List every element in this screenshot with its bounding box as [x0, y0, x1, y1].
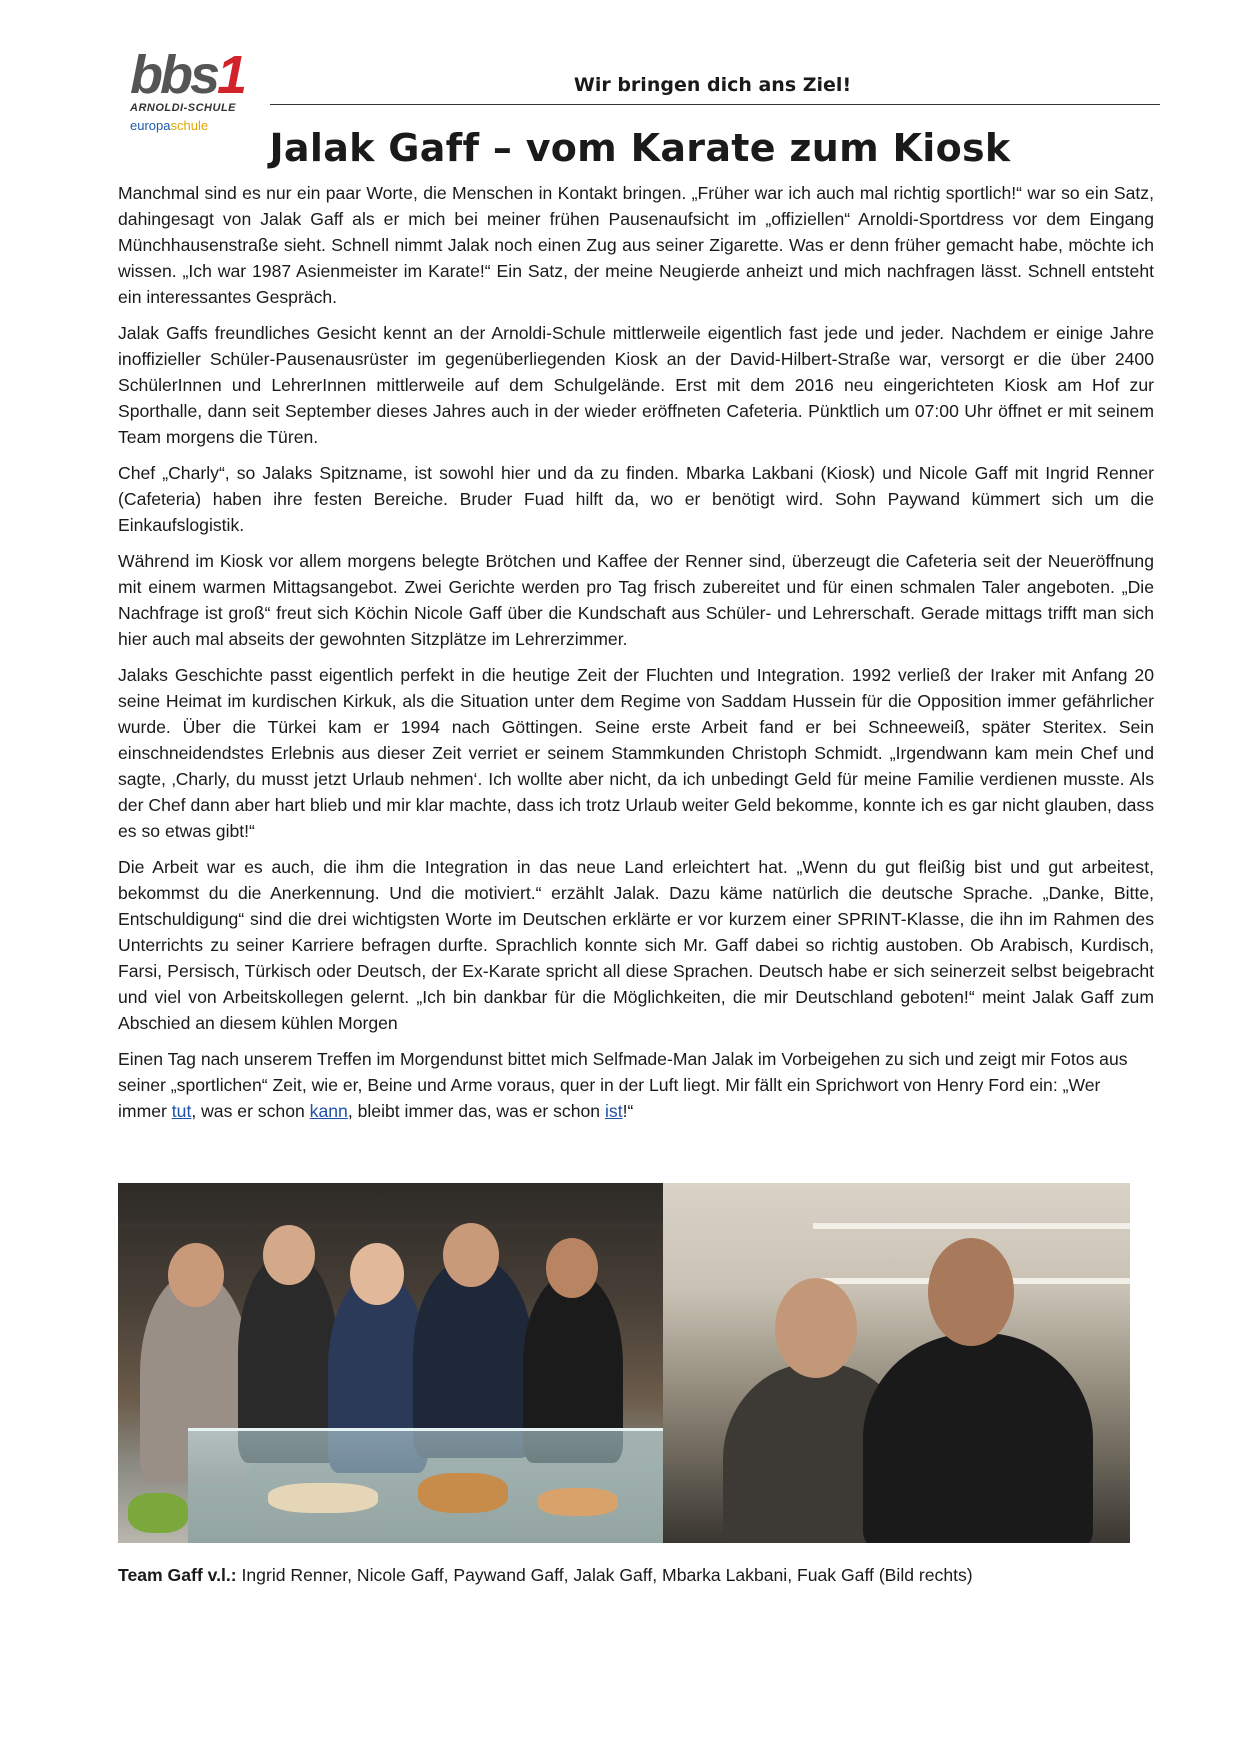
- paragraph: Chef „Charly“, so Jalaks Spitzname, ist sowohl hier und da zu finden. Mbarka Lakbani (Kiosk) und Nicole Gaff mit Ingrid Renner (Cafeteria) haben ihre festen Bereiche. Bruder Fuad hilft da, wo er benötigt wird. Sohn Paywand kümmert sich um die Einkaufslogistik.: [118, 463, 1154, 535]
- article-title: Jalak Gaff – vom Karate zum Kiosk: [269, 126, 1011, 170]
- link-kann[interactable]: kann: [309, 1101, 348, 1121]
- paragraph: Jalak Gaffs freundliches Gesicht kennt an der Arnoldi-Schule mittlerweile eigentlich fast jede und jeder. Nachdem er einige Jahre inoffizieller Schüler-Pausenausrüster im gegenüberliegenden Kiosk an der David-Hilbert-Straße war, versorgt er die über 2400 SchülerInnen und LehrerInnen mittlerweile auf dem Schulgelände. Erst mit dem 2016 neu eingerichteten Kiosk am Hof zur Sporthalle, dann seit September dieses Jahres auch in der wieder eröffneten Cafeteria. Pünktlich um 07:00 Uhr öffnet er mit seinem Team morgens die Türen.: [118, 323, 1154, 447]
- photo-caption: Team Gaff v.l.: Ingrid Renner, Nicole Gaff, Paywand Gaff, Jalak Gaff, Mbarka Lakbani, Fuak Gaff (Bild rechts): [118, 1565, 973, 1585]
- logo-school-name: ARNOLDI-SCHULE: [130, 102, 236, 114]
- paragraph: Die Arbeit war es auch, die ihm die Integration in das neue Land erleichtert hat. „Wenn du gut fleißig bist und gut arbeitest, bekommst du die Anerkennung. Und die motiviert.“ erzählt Jalak. Dazu käme natürlich die deutsche Sprache. „Danke, Bitte, Entschuldigung“ sind die drei wichtigsten Worte im Deutschen erklärte er vor kurzem einer SPRINT-Klasse, die ihn im Rahmen des Unterrichts zu seiner Karriere befragen durfte. Sprachlich konnte sich Mr. Gaff dabei so richtig austoben. Ob Arabisch, Kurdisch, Farsi, Persisch, Türkisch oder Deutsch, der Ex-Karate spricht all diese Sprachen. Deutsch habe er sich seinerzeit selbst beigebracht und viel von Arbeitskollegen gelernt. „Ich bin dankbar für die Möglichkeiten, die mir Deutschland geboten!“ meint Jalak Gaff zum Abschied an diesem kühlen Morgen: [118, 857, 1154, 1033]
- logo-wordmark: bbs1: [130, 45, 245, 105]
- team-photo-right: [663, 1183, 1130, 1543]
- slogan: Wir bringen dich ans Ziel!: [573, 74, 852, 96]
- link-ist[interactable]: ist: [604, 1101, 623, 1121]
- link-tut[interactable]: tut: [171, 1101, 192, 1121]
- paragraph: Jalaks Geschichte passt eigentlich perfekt in die heutige Zeit der Fluchten und Integration. 1992 verließ der Iraker mit Anfang 20 seine Heimat im kurdischen Kirkuk, als die Situation unter dem Regime von Saddam Hussein für die Opposition immer gefährlicher wurde. Über die Türkei kam er 1994 nach Göttingen. Seine erste Arbeit fand er bei Schneeweiß, später Steritex. Sein einschneidendstes Erlebnis aus dieser Zeit verriet er seinem Stammkunden Christoph Schmidt. „Irgendwann kam mein Chef und sagte, ‚Charly, du musst jetzt Urlaub nehmen‘. Ich wollte aber nicht, da ich unbedingt Geld für meine Familie verdienen musste. Als der Chef dann aber hart blieb und mir klar machte, dass ich trotz Urlaub weiter Geld bekomme, konnte ich es gar nicht glauben, dass es so etwas gibt!“: [118, 665, 1154, 841]
- header-divider: [270, 104, 1160, 105]
- paragraph: Manchmal sind es nur ein paar Worte, die Menschen in Kontakt bringen. „Früher war ich auch mal richtig sportlich!“ war so ein Satz, dahingesagt von Jalak Gaff als er mich bei meiner frühen Pausenaufsicht im „offiziellen“ Arnoldi-Sportdress vor dem Eingang Münchhausenstraße sieht. Schnell nimmt Jalak noch einen Zug aus seiner Zigarette. Was er denn früher gemacht habe, möchte ich wissen. „Ich war 1987 Asienmeister im Karate!“ Ein Satz, der meine Neugierde anheizt und mich nachfragen lässt. Schnell entsteht ein interessantes Gespräch.: [118, 183, 1154, 307]
- article-body: [118, 180, 1154, 1134]
- paragraph-quote: Einen Tag nach unserem Treffen im Morgendunst bittet mich Selfmade-Man Jalak im Vorbeigehen zu sich und zeigt mir Fotos aus seiner „sportlichen“ Zeit, wie er, Beine und Arme voraus, quer in der Luft liegt. Mir fällt ein Sprichwort von Henry Ford ein: „Wer immer tut, was er schon kann, bleibt immer das, was er schon ist!“: [118, 1049, 1128, 1121]
- team-photo-left: [118, 1183, 663, 1543]
- paragraph: Während im Kiosk vor allem morgens belegte Brötchen und Kaffee der Renner sind, überzeugt die Cafeteria seit der Neueröffnung mit einem warmen Mittagsangebot. Zwei Gerichte werden pro Tag frisch zubereitet und für einen schmalen Taler angeboten. „Die Nachfrage ist groß“ freut sich Köchin Nicole Gaff über die Kundschaft aus Schüler- und Lehrerschaft. Gerade mittags trifft man sich hier auch mal abseits der gewohnten Sitzplätze im Lehrerzimmer.: [118, 551, 1154, 649]
- logo-europaschule: europaschule: [130, 118, 209, 133]
